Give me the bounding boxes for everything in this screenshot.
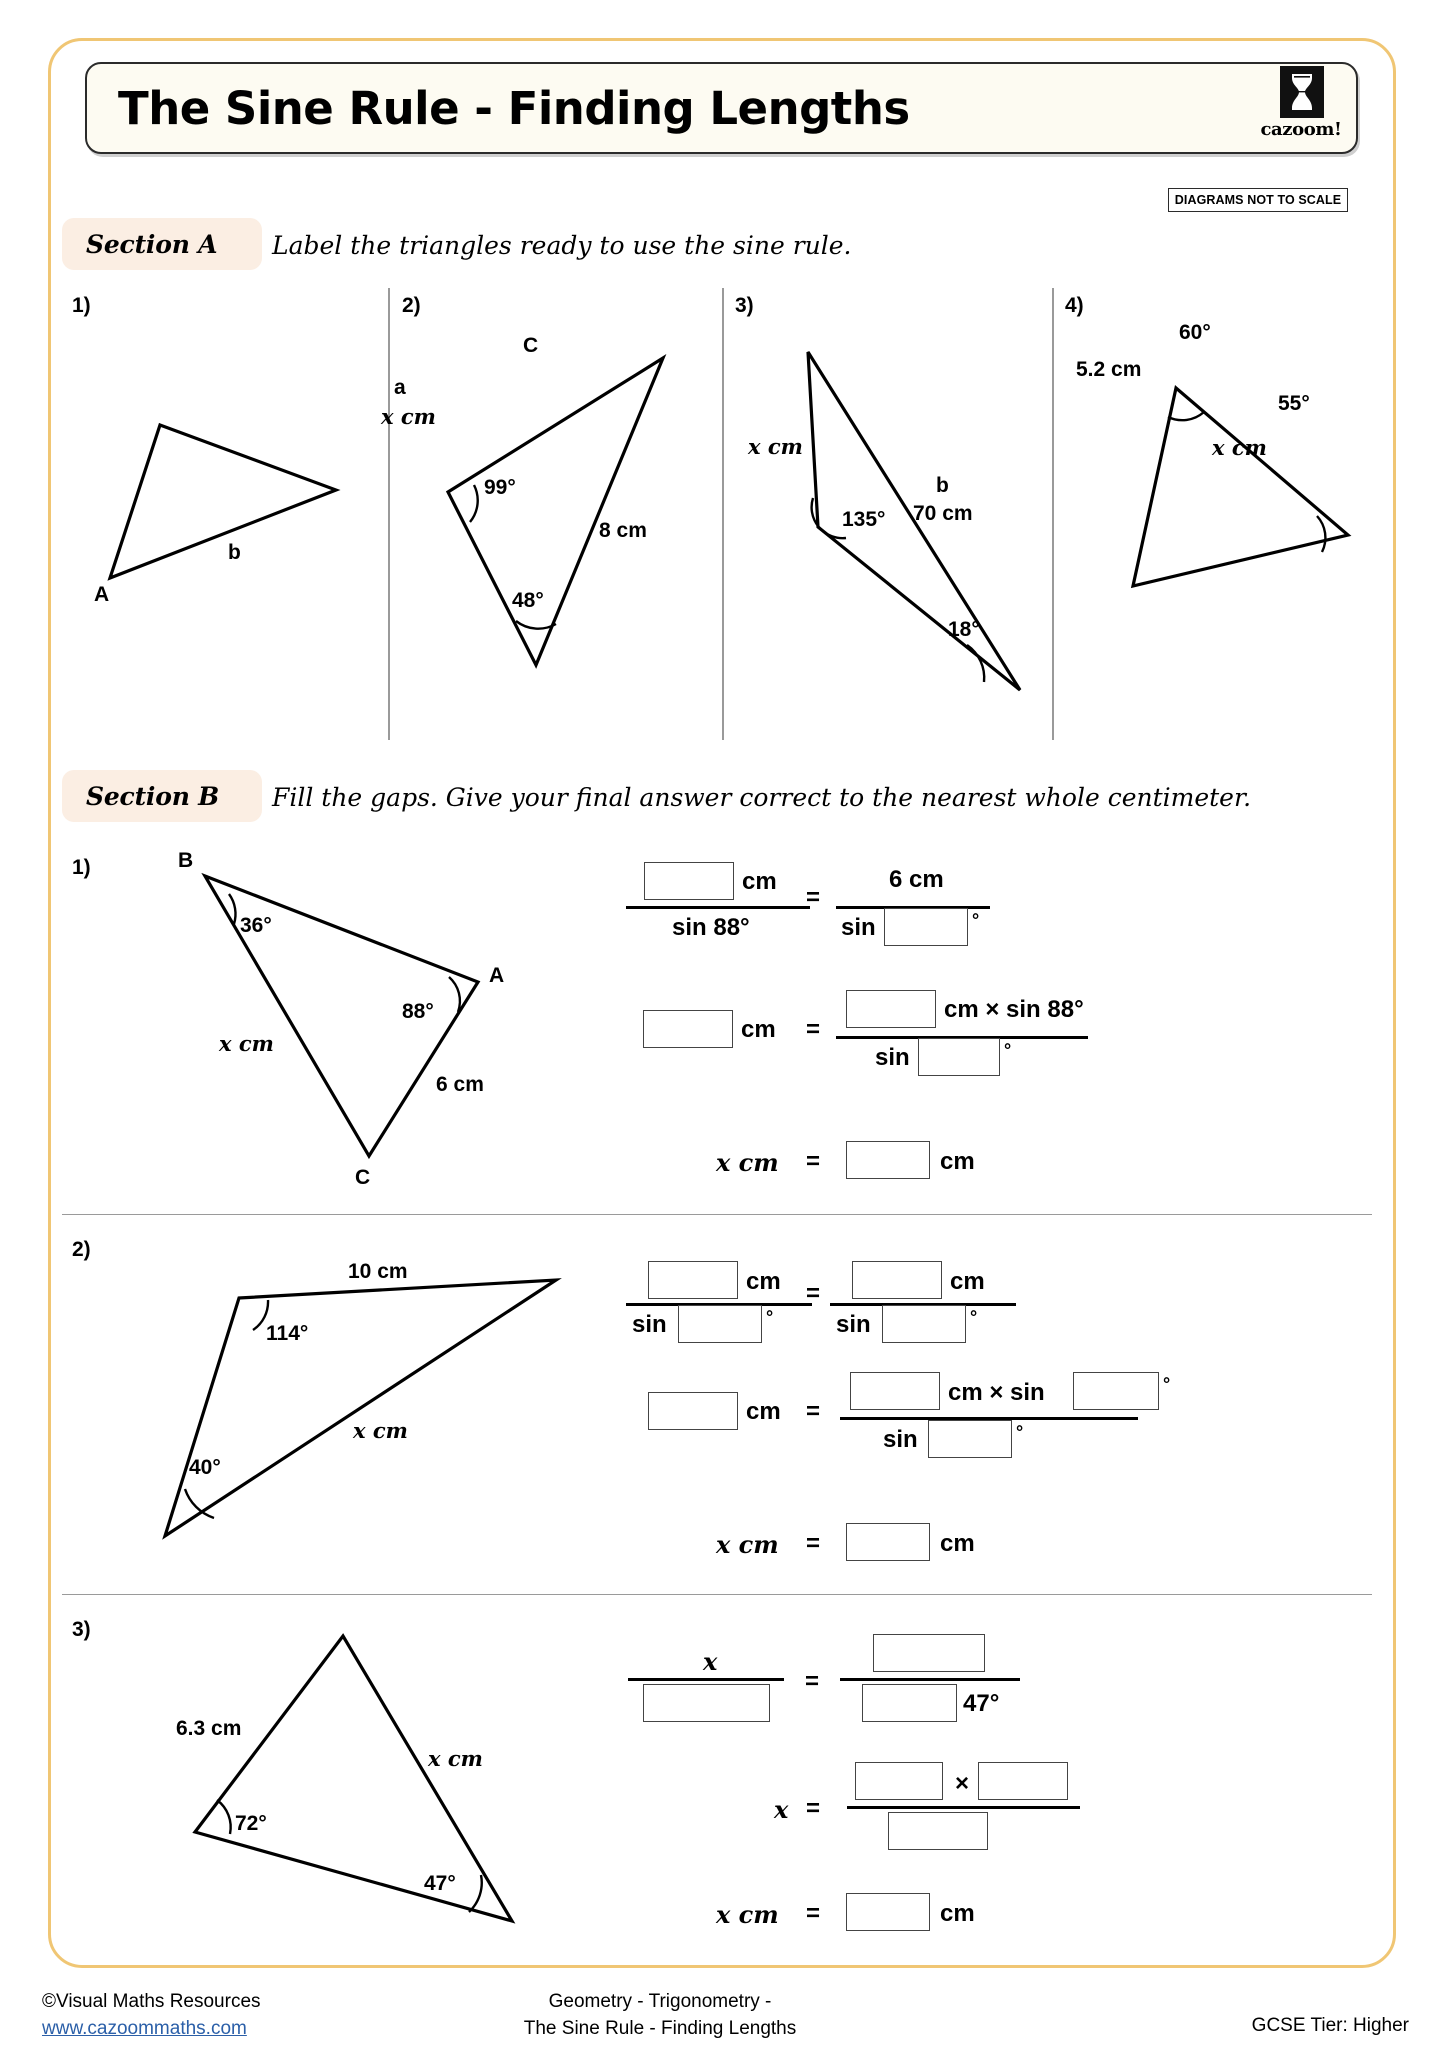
label-a4-side-52cm: 5.2 cm xyxy=(1076,358,1142,381)
label-b3-side-63cm: 6.3 cm xyxy=(176,1717,242,1740)
equals-b3-l2: = xyxy=(806,1795,821,1822)
label-b3-l1-x: x xyxy=(703,1647,718,1676)
label-b3-angle-47: 47° xyxy=(424,1872,456,1895)
label-b1-l2-sin: sin xyxy=(875,1044,910,1071)
footer-tier: GCSE Tier: Higher xyxy=(1251,2015,1409,2036)
unit-b1-l3: cm xyxy=(940,1148,975,1175)
footer-left xyxy=(42,1988,261,2042)
section-a-label: Section A xyxy=(86,229,218,259)
unit-b1-l1-numerator: cm xyxy=(742,868,777,895)
answer-box-b1-l1-angle[interactable] xyxy=(884,908,968,946)
unit-b2-l2-lhs: cm xyxy=(746,1398,781,1425)
label-b1-angle-36: 36° xyxy=(240,914,272,937)
label-a4-side-x: x cm xyxy=(1212,435,1267,460)
footer-copyright: ©Visual Maths Resources xyxy=(42,1991,261,2012)
equals-b3-l3: = xyxy=(806,1900,821,1927)
label-a2-side-a: a xyxy=(394,376,406,399)
unit-b2-l3: cm xyxy=(940,1530,975,1557)
footer-subject xyxy=(420,1988,900,2042)
diagrams-not-to-scale-note: DIAGRAMS NOT TO SCALE xyxy=(1168,188,1348,212)
label-b2-side-10cm: 10 cm xyxy=(348,1260,408,1283)
fraction-bar xyxy=(840,1678,1020,1681)
equals-b1-l3: = xyxy=(806,1148,821,1175)
label-b3-l3-x: x cm xyxy=(716,1900,779,1929)
label-a3-angle-18: 18° xyxy=(948,618,980,641)
label-b1-vertex-a: A xyxy=(489,964,505,987)
footer-subject-line2: The Sine Rule - Finding Lengths xyxy=(523,2018,797,2039)
answer-box-b1-l2-angle[interactable] xyxy=(918,1038,1000,1076)
label-a4-angle-60: 60° xyxy=(1179,321,1211,344)
unit-b2-l1-rhs: cm xyxy=(950,1268,985,1295)
answer-box-b2-l2-numerator[interactable] xyxy=(850,1372,940,1410)
answer-box-b2-l1-rhs-angle[interactable] xyxy=(882,1305,966,1343)
section-b-instruction: Fill the gaps. Give your final answer correct to the nearest whole centimeter. xyxy=(272,783,1252,812)
label-b2-l2-sin: sin xyxy=(883,1426,918,1453)
label-b3-angle-72: 72° xyxy=(235,1812,267,1835)
answer-box-b1-l1-numerator[interactable] xyxy=(644,862,734,900)
degree-b2-l2-denominator: ° xyxy=(1016,1422,1024,1442)
answer-box-b3-l2-factor2[interactable] xyxy=(978,1762,1068,1800)
label-b3-l1-deg47: 47° xyxy=(963,1690,1000,1717)
label-a3-angle-135: 135° xyxy=(842,508,886,531)
page-footer xyxy=(0,1988,1449,2048)
label-a3-side-70cm: 70 cm xyxy=(913,502,973,525)
question-number-b3: 3) xyxy=(72,1618,91,1641)
question-number-a2: 2) xyxy=(402,294,421,317)
answer-box-b2-l1-rhs-numerator[interactable] xyxy=(852,1261,942,1299)
answer-box-b2-l1-lhs-numerator[interactable] xyxy=(648,1261,738,1299)
value-b1-l1-rhs-numerator: 6 cm xyxy=(889,866,944,893)
label-b1-l3-x: x cm xyxy=(716,1148,779,1177)
label-a4-angle-55: 55° xyxy=(1278,392,1310,415)
unit-b2-l2-numerator: cm × sin xyxy=(948,1379,1045,1406)
fraction-bar xyxy=(847,1806,1080,1809)
label-a2-angle-48: 48° xyxy=(512,589,544,612)
triangle-b3 xyxy=(0,0,600,2000)
answer-box-b2-l1-lhs-angle[interactable] xyxy=(678,1305,762,1343)
label-b3-l2-x: x xyxy=(774,1795,789,1824)
label-b1-vertex-c: C xyxy=(355,1166,371,1189)
question-number-b2: 2) xyxy=(72,1238,91,1261)
fraction-bar xyxy=(628,1678,784,1681)
footer-website-link[interactable]: www.cazoommaths.com xyxy=(42,2018,247,2039)
label-b1-angle-88: 88° xyxy=(402,1000,434,1023)
label-a2-angle-99: 99° xyxy=(484,476,516,499)
answer-box-b1-l2-lhs[interactable] xyxy=(643,1010,733,1048)
footer-subject-line1: Geometry - Trigonometry - xyxy=(548,1991,772,2012)
label-b2-angle-114: 114° xyxy=(266,1322,309,1345)
unit-b2-l1-lhs: cm xyxy=(746,1268,781,1295)
label-a3-side-x: x cm xyxy=(748,434,803,459)
times-b3-l2: × xyxy=(955,1770,970,1797)
answer-box-b3-final[interactable] xyxy=(846,1893,930,1931)
equals-b3-l1: = xyxy=(805,1668,820,1695)
label-b1-l1-sin88: sin 88° xyxy=(672,914,750,941)
section-b-label: Section B xyxy=(86,781,220,811)
unit-b3-l3: cm xyxy=(940,1900,975,1927)
label-a2-side-8cm: 8 cm xyxy=(599,519,647,542)
label-b2-l1-rhs-sin: sin xyxy=(836,1311,871,1338)
fraction-bar xyxy=(626,906,810,909)
label-b2-l1-lhs-sin: sin xyxy=(632,1311,667,1338)
section-a-instruction: Label the triangles ready to use the sine rule. xyxy=(272,231,852,260)
label-b1-side-x: x cm xyxy=(219,1031,274,1056)
answer-box-b3-l1-rhs-numerator[interactable] xyxy=(873,1634,985,1672)
unit-b1-l2-lhs: cm xyxy=(741,1016,776,1043)
answer-box-b3-l2-denominator[interactable] xyxy=(888,1812,988,1850)
answer-box-b2-l2-den-angle[interactable] xyxy=(928,1420,1012,1458)
label-a1-side-b: b xyxy=(228,541,241,564)
logo-wordmark: cazoom! xyxy=(1260,119,1342,140)
degree-b1-l1: ° xyxy=(972,910,980,930)
answer-box-b3-l1-rhs-denominator[interactable] xyxy=(862,1684,957,1722)
page-title: The Sine Rule - Finding Lengths xyxy=(118,82,910,135)
question-number-a4: 4) xyxy=(1065,294,1084,317)
answer-box-b2-final[interactable] xyxy=(846,1523,930,1561)
question-number-b1: 1) xyxy=(72,856,91,879)
degree-b2-l1-lhs: ° xyxy=(766,1307,774,1327)
answer-box-b1-final[interactable] xyxy=(846,1141,930,1179)
equals-b2-l3: = xyxy=(806,1530,821,1557)
answer-box-b3-l2-factor1[interactable] xyxy=(855,1762,943,1800)
label-b3-side-x: x cm xyxy=(428,1746,483,1771)
answer-box-b2-l2-lhs[interactable] xyxy=(648,1392,738,1430)
answer-box-b3-l1-lhs-denominator[interactable] xyxy=(643,1684,770,1722)
degree-b2-l2-numerator: ° xyxy=(1163,1374,1171,1394)
label-a2-side-x: x cm xyxy=(381,404,436,429)
label-a2-vertex-c: C xyxy=(523,334,539,357)
answer-box-b1-l2-numerator[interactable] xyxy=(846,990,936,1028)
label-b2-side-x: x cm xyxy=(353,1418,408,1443)
label-b1-l1-rhs-sin: sin xyxy=(841,914,876,941)
label-b2-angle-40: 40° xyxy=(189,1456,221,1479)
unit-b1-l2-numerator: cm × sin 88° xyxy=(944,996,1084,1023)
label-b2-l3-x: x cm xyxy=(716,1530,779,1559)
equals-b2-l2: = xyxy=(806,1398,821,1425)
question-number-a3: 3) xyxy=(735,294,754,317)
degree-b1-l2: ° xyxy=(1004,1040,1012,1060)
question-number-a1: 1) xyxy=(72,294,91,317)
label-a1-vertex-a: A xyxy=(94,583,110,606)
label-b1-side-6cm: 6 cm xyxy=(436,1073,484,1096)
equals-b1-l2: = xyxy=(806,1016,821,1043)
degree-b2-l1-rhs: ° xyxy=(970,1307,978,1327)
equals-b1-l1: = xyxy=(806,884,821,911)
equals-b2-l1: = xyxy=(806,1280,821,1307)
answer-box-b2-l2-num-angle[interactable] xyxy=(1073,1372,1159,1410)
label-a3-side-b: b xyxy=(936,474,949,497)
label-b1-vertex-b: B xyxy=(178,849,194,872)
